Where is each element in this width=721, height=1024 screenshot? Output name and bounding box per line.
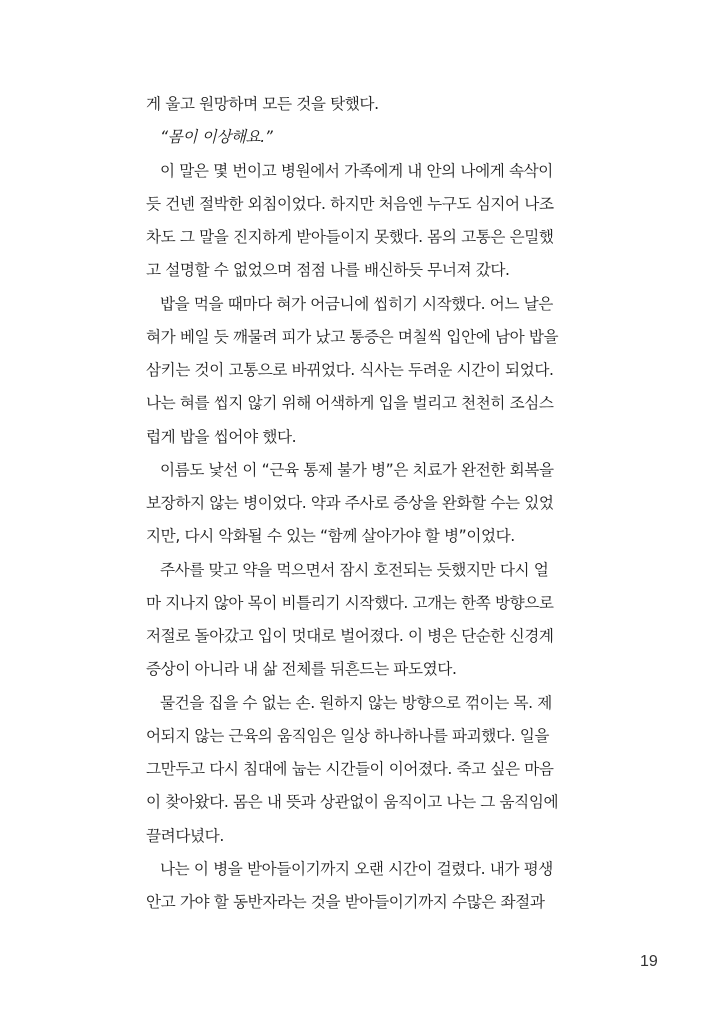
paragraph-start-line: 이 말은 몇 번이고 병원에서 가족에게 내 안의 나에게 속삭이 (160, 161, 553, 180)
text-line: 나는 혀를 씹지 않기 위해 어색하게 입을 벌리고 천천히 조심스 (146, 394, 554, 413)
text-line: 보장하지 않는 병이었다. 약과 주사로 증상을 완화할 수는 있었 (146, 494, 554, 512)
text-line: 그만두고 다시 침대에 눕는 시간들이 이어졌다. 죽고 싶은 마음 (146, 760, 554, 778)
text-line: 듯 건넨 절박한 외침이었다. 하지만 처음엔 누구도 심지어 나조 (146, 194, 554, 213)
text-line: 어되지 않는 근육의 움직임은 일상 하나하나를 파괴했다. 일을 (146, 726, 550, 745)
text-line: 저절로 돌아갔고 입이 멋대로 벌어졌다. 이 병은 단순한 신경계 (146, 627, 554, 645)
text-line: 차도 그 말을 진지하게 받아들이지 못했다. 몸의 고통은 은밀했 (146, 228, 554, 246)
paragraph-start-line: 이름도 낯선 이 “근육 통제 불가 병”은 치료가 완전한 회복을 (160, 460, 554, 479)
body-text (146, 88, 601, 919)
text-line: 혀가 베일 듯 깨물려 피가 났고 통증은 며칠씩 입안에 남아 밥을 (146, 327, 559, 346)
text-line: 이 찾아왔다. 몸은 내 뜻과 상관없이 움직이고 나는 그 움직임에 (146, 793, 559, 812)
text-line: 고 설명할 수 없었으며 점점 나를 배신하듯 무너져 갔다. (146, 261, 510, 280)
paragraph-start-line: 밥을 먹을 때마다 혀가 어금니에 씹히기 시작했다. 어느 날은 (160, 294, 553, 313)
page-number: 19 (640, 953, 658, 970)
text-line: 끌려다녔다. (146, 826, 224, 845)
paragraph-start-line: 주사를 맞고 약을 먹으면서 잠시 호전되는 듯했지만 다시 얼 (160, 560, 549, 579)
text-line: 안고 가야 할 동반자라는 것을 받아들이기까지 수많은 좌절과 (146, 893, 545, 911)
text-line: 게 울고 원망하며 모든 것을 탓했다. (146, 95, 379, 113)
quoted-line: “몸이 이상해요.” (160, 128, 273, 147)
text-line: 마 지나지 않아 목이 비틀리기 시작했다. 고개는 한쪽 방향으로 (146, 593, 554, 612)
text-line: 지만, 다시 악화될 수 있는 “함께 살아가야 할 병”이었다. (146, 527, 515, 546)
paragraph-start-line: 물건을 집을 수 없는 손. 원하지 않는 방향으로 꺾이는 목. 제 (160, 693, 552, 712)
text-line: 럽게 밥을 씹어야 했다. (146, 427, 297, 446)
text-line: 증상이 아니라 내 삶 전체를 뒤흔드는 파도였다. (146, 660, 457, 679)
paragraph-start-line: 나는 이 병을 받아들이기까지 오랜 시간이 걸렸다. 내가 평생 (160, 859, 553, 878)
text-line: 삼키는 것이 고통으로 바뀌었다. 식사는 두려운 시간이 되었다. (146, 361, 554, 379)
